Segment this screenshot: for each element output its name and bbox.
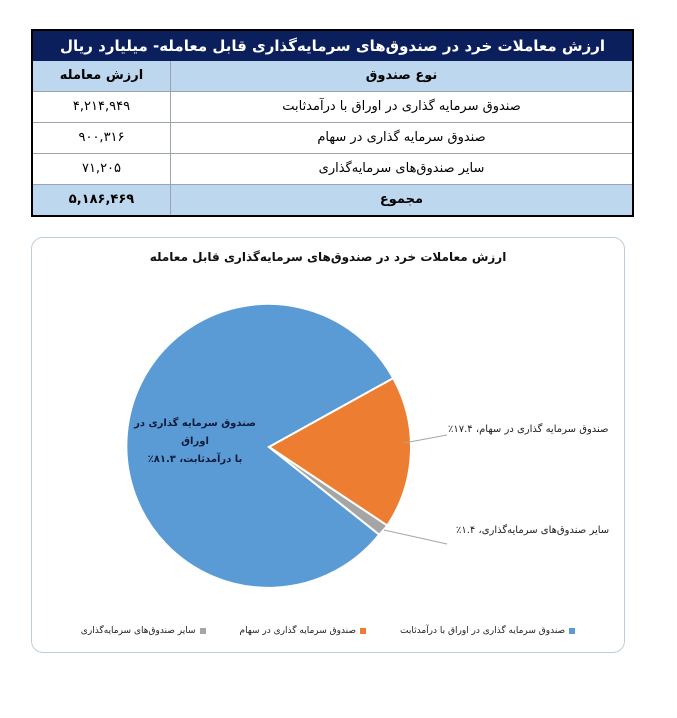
fund-type-cell: صندوق سرمایه گذاری در سهام [170,123,632,153]
slice-label-fixed-income [120,415,270,469]
legend-item-fixed-income [400,626,575,636]
chart-title: ارزش معاملات خرد در صندوق‌های سرمایه‌گذاری قابل معامله [149,250,507,264]
value-cell: ۹۰۰,۳۱۶ [78,130,125,145]
total-value: ۵,۱۸۶,۴۶۹ [68,192,135,207]
table-total-row [33,184,632,215]
table-row [33,122,632,153]
table-header-row [33,61,632,91]
legend-item-other [81,626,206,636]
fund-type-cell: صندوق سرمایه گذاری در اوراق با درآمدثابت [170,92,632,122]
table-title: ارزش معاملات خرد در صندوق‌های سرمایه‌گذاری قابل معامله- میلیارد ریال [33,31,632,61]
legend-label: صندوق سرمایه گذاری در سهام [239,626,357,636]
retail-trades-table [31,29,634,217]
slice-label-other: سایر صندوق‌های سرمایه‌گذاری، ۱.۴٪ [456,525,610,536]
header-value: ارزش معامله [59,68,144,83]
legend-item-equity [240,626,367,636]
legend-label: صندوق سرمایه گذاری در اوراق با درآمدثابت [400,626,566,636]
pie-chart-card [31,237,625,653]
value-cell: ۴,۲۱۴,۹۴۹ [72,99,131,114]
legend-swatch-icon [360,628,366,634]
chart-legend [32,626,624,636]
header-fund-type: نوع صندوق [170,61,632,91]
table-row [33,153,632,184]
value-cell: ۷۱,۲۰۵ [81,161,122,176]
slice-label-line: با درآمدثابت، ۸۱.۳٪ [147,454,243,465]
legend-label: سایر صندوق‌های سرمایه‌گذاری [80,626,196,636]
fund-type-cell: سایر صندوق‌های سرمایه‌گذاری [170,154,632,184]
legend-swatch-icon [200,628,206,634]
slice-label-equity: صندوق سرمایه گذاری در سهام، ۱۷.۴٪ [448,424,609,435]
slice-label-line: صندوق سرمایه گذاری در اوراق [134,418,256,447]
table-row [33,91,632,122]
total-label: مجموع [170,185,632,215]
leader-line-other [384,530,447,544]
legend-swatch-icon [569,628,575,634]
